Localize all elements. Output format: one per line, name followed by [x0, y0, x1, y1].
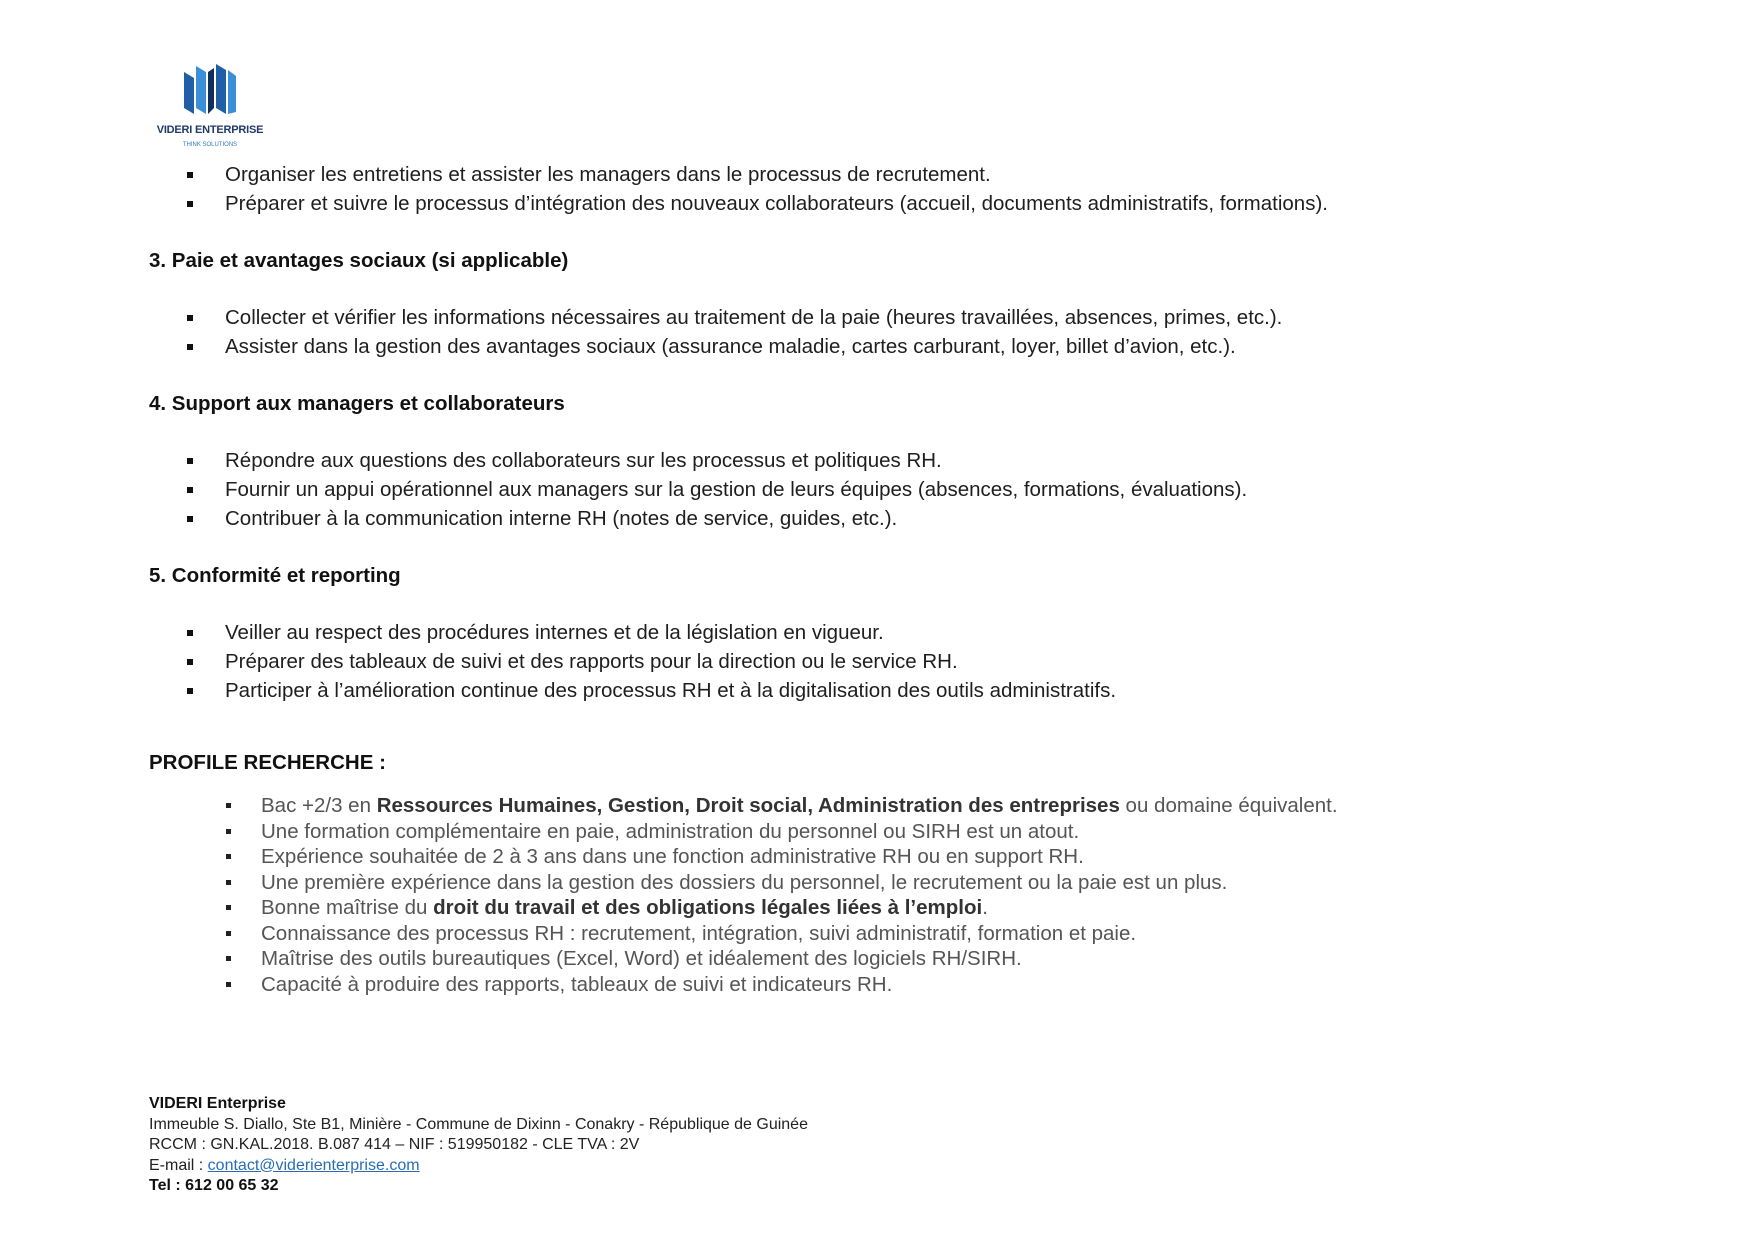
buildings-logo-icon	[180, 62, 240, 120]
footer-company: VIDERI Enterprise	[149, 1095, 286, 1112]
list-item: Collecter et vérifier les informations nécessaires au traitement de la paie (heures travaillées, absences, primes, etc.).	[149, 303, 1569, 332]
list-item: Capacité à produire des rapports, tableaux de suivi et indicateurs RH.	[149, 972, 1569, 998]
logo-name: VIDERI ENTERPRISE	[156, 124, 264, 136]
recruitment-list	[149, 160, 1569, 218]
company-logo	[150, 58, 270, 158]
footer-phone: Tel : 612 00 65 32	[149, 1177, 279, 1194]
document-body	[149, 160, 1569, 997]
profile-title: PROFILE RECHERCHE :	[149, 751, 386, 774]
section-title: 4. Support aux managers et collaborateurs	[149, 392, 565, 415]
footer-email-line	[149, 1156, 1049, 1177]
page-footer	[149, 1094, 1049, 1197]
list-item: Bac +2/3 en Ressources Humaines, Gestion, Droit social, Administration des entreprises ou domaine équivalent.	[149, 793, 1569, 819]
list-item: Expérience souhaitée de 2 à 3 ans dans une fonction administrative RH ou en support RH.	[149, 844, 1569, 870]
list-item: Connaissance des processus RH : recrutement, intégration, suivi administratif, formation et paie.	[149, 921, 1569, 947]
list-item: Une première expérience dans la gestion des dossiers du personnel, le recrutement ou la paie est un plus.	[149, 870, 1569, 896]
list-item: Maîtrise des outils bureautiques (Excel, Word) et idéalement des logiciels RH/SIRH.	[149, 946, 1569, 972]
list-item: Veiller au respect des procédures internes et de la législation en vigueur.	[149, 618, 1569, 647]
logo-tagline: THINK SOLUTIONS	[182, 142, 238, 148]
list-item: Bonne maîtrise du droit du travail et des obligations légales liées à l’emploi.	[149, 895, 1569, 921]
section-list	[149, 618, 1569, 705]
profile-list	[149, 793, 1569, 997]
section-list	[149, 303, 1569, 361]
footer-email-label: E-mail :	[149, 1156, 208, 1174]
list-item: Organiser les entretiens et assister les managers dans le processus de recrutement.	[149, 160, 1569, 189]
footer-registry: RCCM : GN.KAL.2018. B.087 414 – NIF : 519950182 - CLE TVA : 2V	[149, 1136, 640, 1153]
list-item: Répondre aux questions des collaborateurs sur les processus et politiques RH.	[149, 446, 1569, 475]
footer-email-link[interactable]: contact@viderienterprise.com	[207, 1156, 420, 1174]
list-item: Assister dans la gestion des avantages sociaux (assurance maladie, cartes carburant, loyer, billet d’avion, etc.).	[149, 332, 1569, 361]
footer-address: Immeuble S. Diallo, Ste B1, Minière - Commune de Dixinn - Conakry - République de Guinée	[149, 1115, 808, 1133]
section-title: 3. Paie et avantages sociaux (si applicable)	[149, 249, 569, 272]
section-title: 5. Conformité et reporting	[149, 564, 401, 587]
list-item: Fournir un appui opérationnel aux managers sur la gestion de leurs équipes (absences, formations, évaluations).	[149, 475, 1569, 504]
list-item: Une formation complémentaire en paie, administration du personnel ou SIRH est un atout.	[149, 819, 1569, 845]
list-item: Participer à l’amélioration continue des processus RH et à la digitalisation des outils administratifs.	[149, 676, 1569, 705]
list-item: Préparer des tableaux de suivi et des rapports pour la direction ou le service RH.	[149, 647, 1569, 676]
section-list	[149, 446, 1569, 533]
list-item: Contribuer à la communication interne RH (notes de service, guides, etc.).	[149, 504, 1569, 533]
list-item: Préparer et suivre le processus d’intégration des nouveaux collaborateurs (accueil, documents administratifs, formations).	[149, 189, 1569, 218]
